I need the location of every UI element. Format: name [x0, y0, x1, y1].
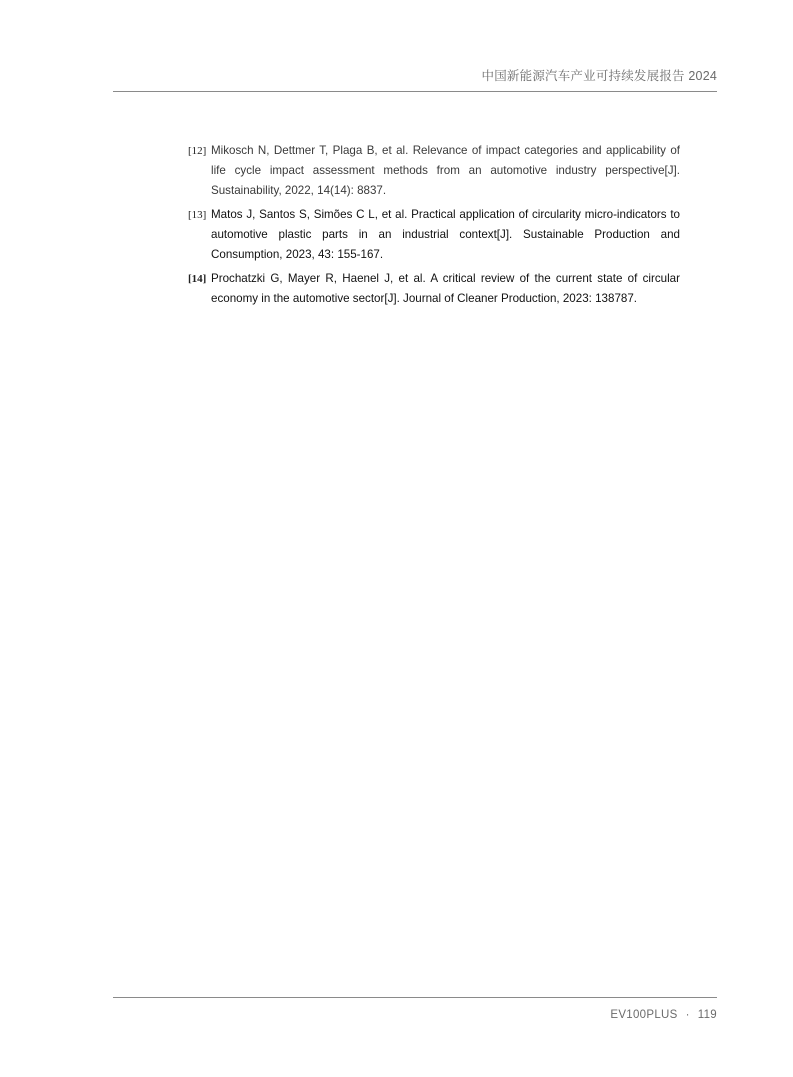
reference-item — [188, 141, 680, 201]
reference-text: Matos J, Santos S, Simões C L, et al. Practical application of circularity micro-indicators to automotive plastic parts in an industrial context[J]. Sustainable Production and Consumption, 2023, 43: 155-167. — [211, 208, 680, 261]
footer-separator: · — [685, 1009, 690, 1021]
footer-brand: EV100PLUS — [610, 1009, 678, 1021]
reference-item — [188, 205, 680, 265]
footer-divider — [113, 997, 717, 998]
running-header-title: 中国新能源汽车产业可持续发展报告 2024 — [481, 69, 717, 83]
reference-list — [188, 141, 680, 313]
reference-number: [14] — [188, 273, 207, 285]
reference-text: Mikosch N, Dettmer T, Plaga B, et al. Relevance of impact categories and applicability of life cycle impact assessment methods from an automotive industry perspective[J]. Sustainability, 2022, 14(14): 8837. — [211, 144, 680, 197]
page-footer — [610, 1009, 717, 1021]
reference-number: [13] — [188, 209, 207, 221]
reference-number: [12] — [188, 145, 207, 157]
page-number: 119 — [697, 1009, 717, 1021]
reference-item — [188, 269, 680, 309]
header-divider — [113, 91, 717, 92]
reference-text: Prochatzki G, Mayer R, Haenel J, et al. A critical review of the current state of circular economy in the automotive sector[J]. Journal of Cleaner Production, 2023: 138787. — [211, 272, 680, 305]
